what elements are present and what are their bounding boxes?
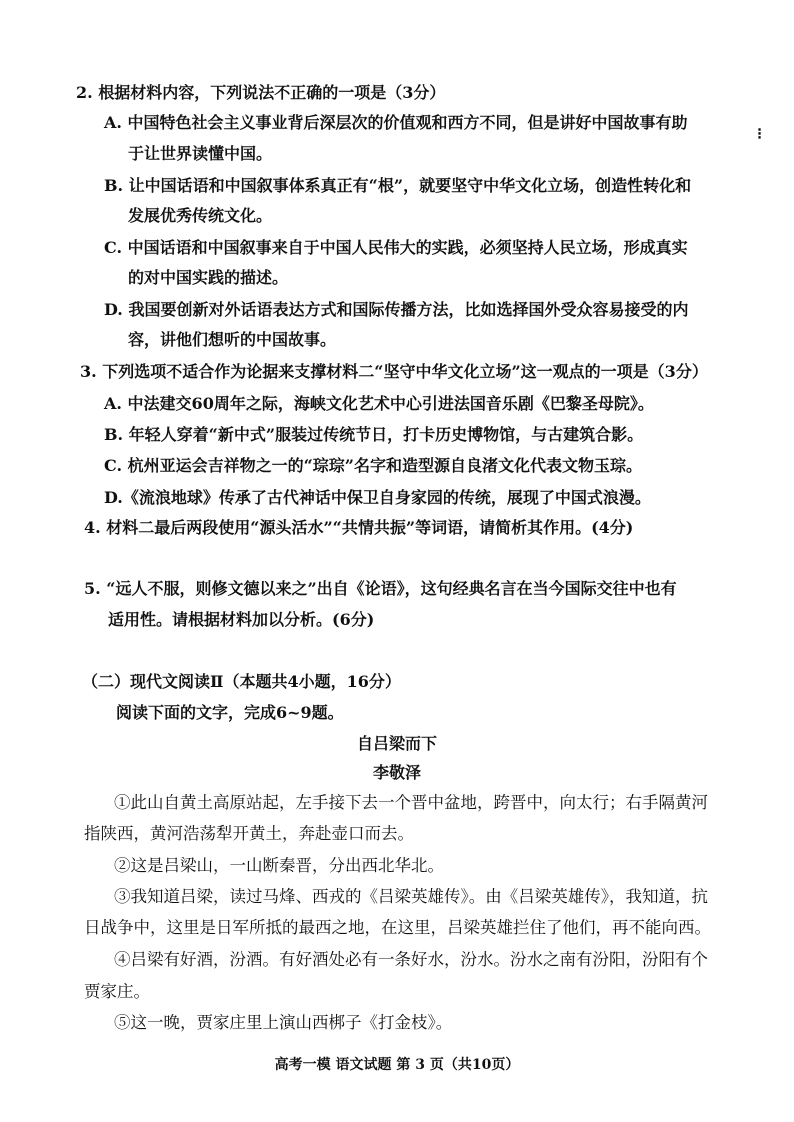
paragraph-3-line-2: 日战争中，这里是日军所抵的最西之地，在这里，吕梁英雄拦住了他们，再不能向西。 bbox=[84, 918, 711, 937]
section-heading: （二）现代文阅读Ⅱ（本题共4小题，16分） bbox=[82, 672, 401, 691]
question-2-option-c-line-1: C. 中国话语和中国叙事来自于中国人民伟大的实践，必须坚持人民立场，形成真实 bbox=[104, 238, 688, 257]
question-2-option-a-line-1: A. 中国特色社会主义事业背后深层次的价值观和西方不同，但是讲好中国故事有助 bbox=[104, 113, 688, 132]
paragraph-4-line-2: 贾家庄。 bbox=[84, 982, 150, 1001]
question-2-stem: 2. 根据材料内容，下列说法不正确的一项是（3分） bbox=[76, 83, 446, 102]
question-2-option-c-line-2: 的对中国实践的描述。 bbox=[128, 268, 289, 287]
paragraph-1-line-2: 指陕西，黄河浩荡犁开黄土，奔赴壶口而去。 bbox=[84, 824, 414, 843]
margin-mark: ⁝ bbox=[757, 124, 763, 143]
question-2-option-d-line-1: D. 我国要创新对外话语表达方式和国际传播方法，比如选择国外受众容易接受的内 bbox=[104, 300, 689, 319]
question-2-option-b-line-2: 发展优秀传统文化。 bbox=[128, 206, 273, 225]
paragraph-4-line-1: ④吕梁有好酒，汾酒。有好酒处必有一条好水，汾水。汾水之南有汾阳，汾阳有个 bbox=[114, 950, 708, 969]
article-author: 李敬泽 bbox=[372, 763, 421, 782]
paragraph-1-line-1: ①此山自黄土高原站起，左手接下去一个晋中盆地，跨晋中，向太行；右手隔黄河 bbox=[114, 793, 708, 812]
question-3-option-c: C. 杭州亚运会吉祥物之一的“琮琮”名字和造型源自良渚文化代表文物玉琮。 bbox=[104, 456, 643, 475]
paragraph-3-line-1: ③我知道吕梁，读过马烽、西戎的《吕梁英雄传》。由《吕梁英雄传》，我知道，抗 bbox=[114, 887, 708, 906]
question-2-option-b-line-1: B. 让中国话语和中国叙事体系真正有“根”，就要坚守中华文化立场，创造性转化和 bbox=[104, 176, 692, 195]
paragraph-2: ②这是吕梁山，一山断秦晋，分出西北华北。 bbox=[114, 856, 444, 875]
page-footer: 高考一模 语文试题 第 3 页（共10页） bbox=[274, 1057, 520, 1073]
question-5-line-1: 5. “远人不服，则修文德以来之”出自《论语》，这句经典名言在当今国际交往中也有 bbox=[84, 579, 677, 598]
question-3-option-d: D.《流浪地球》传承了古代神话中保卫自身家园的传统，展现了中国式浪漫。 bbox=[104, 488, 651, 507]
section-instruction: 阅读下面的文字，完成6~9题。 bbox=[116, 703, 344, 722]
question-4: 4. 材料二最后两段使用“源头活水”“共情共振”等词语，请简析其作用。(4分) bbox=[84, 518, 634, 537]
article-title: 自吕梁而下 bbox=[356, 734, 437, 753]
question-3-stem: 3. 下列选项不适合作为论据来支撑材料二“坚守中华文化立场”这一观点的一项是（3分） bbox=[80, 362, 708, 381]
question-3-option-b: B. 年轻人穿着“新中式”服装过传统节日，打卡历史博物馆，与古建筑合影。 bbox=[104, 425, 644, 444]
question-5-line-2: 适用性。请根据材料加以分析。(6分) bbox=[108, 610, 375, 629]
question-2-option-d-line-2: 容，讲他们想听的中国故事。 bbox=[128, 330, 337, 349]
question-3-option-a: A. 中法建交60周年之际，海峡文化艺术中心引进法国音乐剧《巴黎圣母院》。 bbox=[104, 394, 654, 413]
paragraph-5: ⑤这一晚，贾家庄里上演山西梆子《打金枝》。 bbox=[114, 1013, 453, 1032]
question-2-option-a-line-2: 于让世界读懂中国。 bbox=[128, 144, 273, 163]
